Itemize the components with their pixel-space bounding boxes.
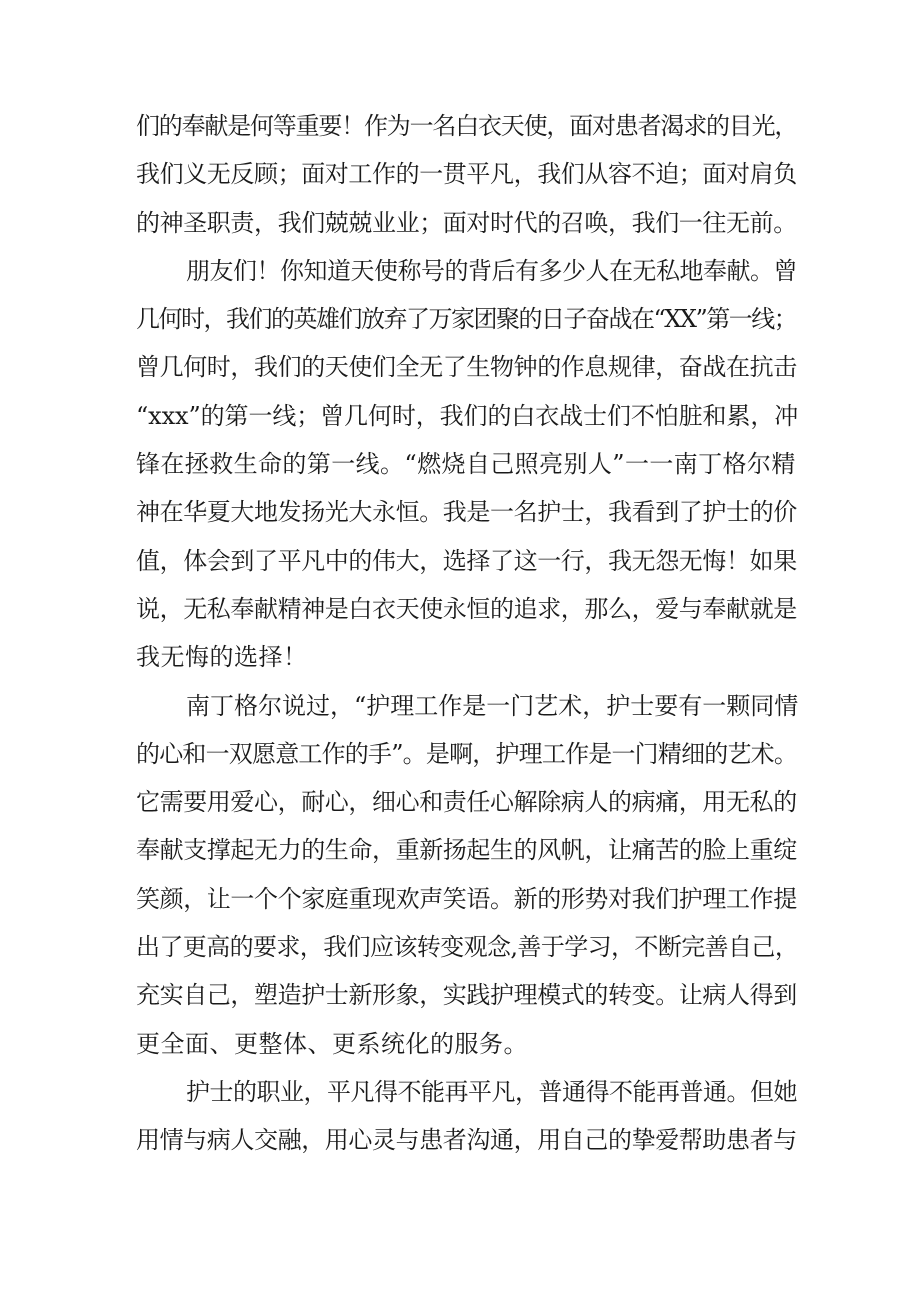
- paragraph-first-line: 护士的职业，平凡得不能再平凡，普通得不能再普通。但她: [186, 1077, 797, 1106]
- text-line: 的心和一双愿意工作的手”。是啊，护理工作是一门精细的艺术。: [136, 739, 798, 768]
- text-line: 锋在拯救生命的第一线。“燃烧自己照亮别人”一一南丁格尔精: [136, 450, 796, 479]
- paragraph-first-line: 朋友们！你知道天使称号的背后有多少人在无私地奉献。曾: [186, 256, 797, 285]
- paragraph-first-line: 南丁格尔说过，“护理工作是一门艺术，护士要有一颗同情: [186, 691, 799, 720]
- text-line: 它需要用爱心，耐心，细心和责任心解除病人的病痛，用无私的: [136, 788, 797, 817]
- text-line: 们的奉献是何等重要！作为一名白衣天使，面对患者渴求的目光，: [136, 112, 798, 140]
- text-line: 出了更高的要求，我们应该转变观念,善于学习，不断完善自己，: [136, 933, 799, 962]
- text-line: 曾几何时，我们的天使们全无了生物钟的作息规律，奋战在抗击: [136, 353, 797, 382]
- text-line: 我无悔的选择！: [136, 643, 308, 672]
- text-line: 神在华夏大地发扬光大永恒。我是一名护士，我看到了护士的价: [136, 498, 797, 527]
- text-line: 更全面、更整体、更系统化的服务。: [136, 1029, 528, 1058]
- text-line: 奉献支撑起无力的生命，重新扬起生的风帆，让痛苦的脸上重绽: [136, 836, 797, 865]
- text-line: “xxx”的第一线；曾几何时，我们的白衣战士们不怕脏和累，冲: [136, 401, 799, 430]
- text-line: 几何时，我们的英雄们放弃了万家团聚的日子奋战在“XX”第一线；: [136, 305, 797, 334]
- body-text: [136, 102, 799, 1165]
- text-line: 值，体会到了平凡中的伟大，选择了这一行，我无怨无悔！如果: [136, 546, 797, 575]
- text-line: 我们义无反顾；面对工作的一贯平凡，我们从容不迫；面对肩负: [136, 160, 797, 189]
- text-line: 充实自己，塑造护士新形象，实践护理模式的转变。让病人得到: [136, 981, 797, 1010]
- text-line: 的神圣职责，我们兢兢业业；面对时代的召唤，我们一往无前。: [136, 208, 797, 237]
- text-line: 用情与病人交融，用心灵与患者沟通，用自己的挚爱帮助患者与: [136, 1126, 797, 1155]
- text-line: 笑颜，让一个个家庭重现欢声笑语。新的形势对我们护理工作提: [136, 884, 797, 913]
- text-line: 说，无私奉献精神是白衣天使永恒的追求，那么，爱与奉献就是: [136, 594, 797, 623]
